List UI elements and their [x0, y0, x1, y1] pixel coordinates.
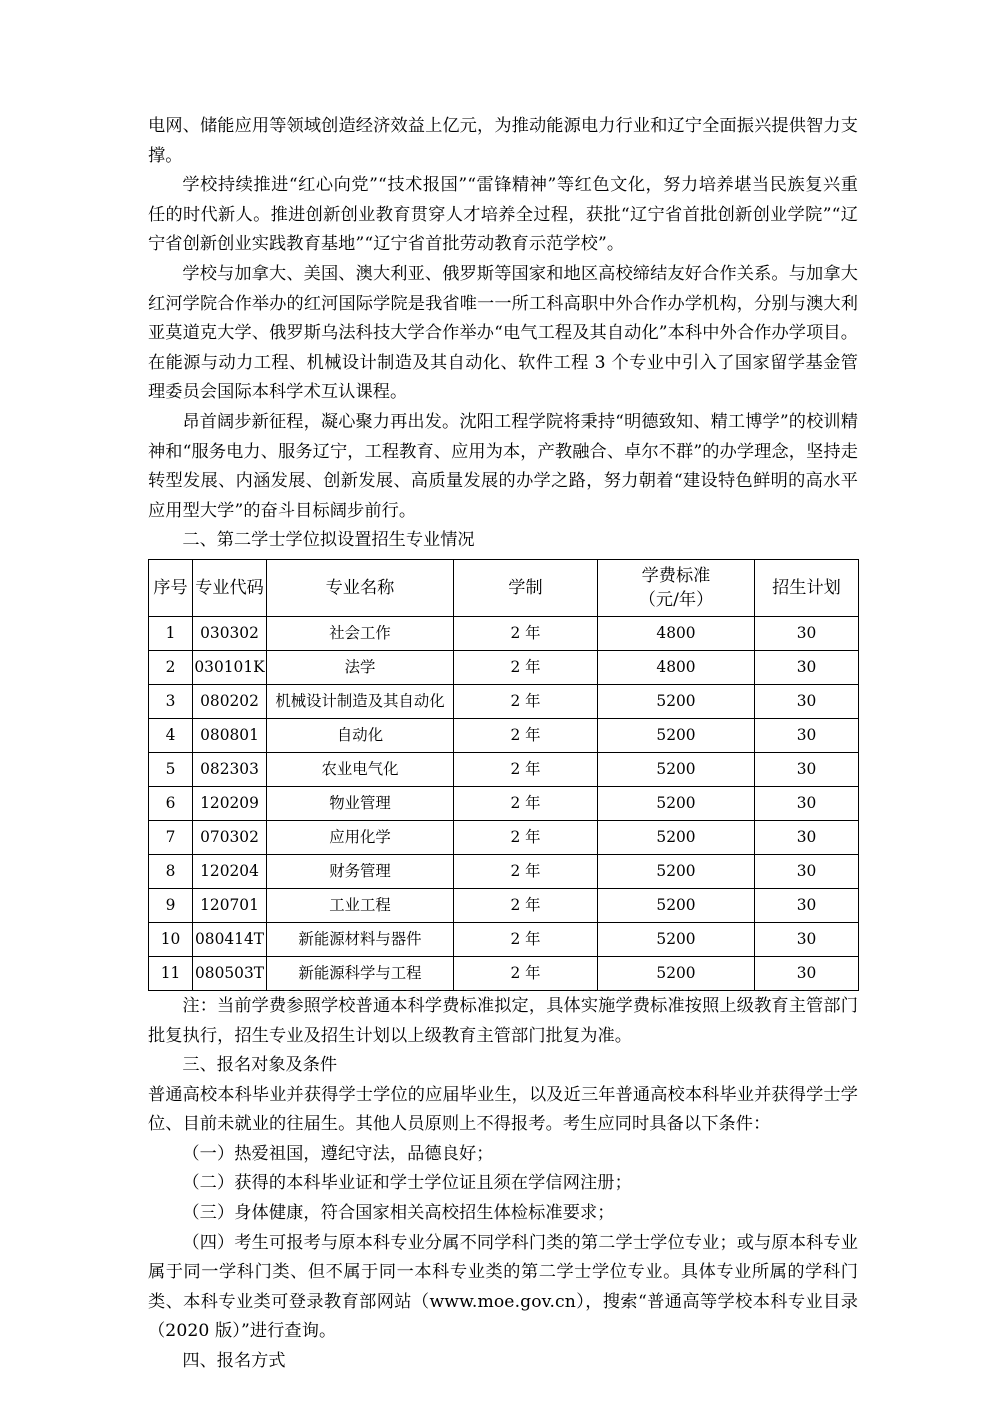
cell-name: 工业工程 [267, 888, 454, 922]
cell-code: 080503T [193, 956, 267, 990]
cell-no: 8 [149, 854, 193, 888]
cell-no: 1 [149, 616, 193, 650]
major-table-wrapper [148, 559, 858, 991]
cell-no: 2 [149, 650, 193, 684]
table-body [149, 616, 859, 990]
cell-fee: 4800 [598, 616, 755, 650]
cell-name: 农业电气化 [267, 752, 454, 786]
table-row [149, 718, 859, 752]
cell-length: 2 年 [454, 786, 598, 820]
table-header-plan: 招生计划 [755, 559, 859, 616]
cell-name: 新能源材料与器件 [267, 922, 454, 956]
requirement-item-three: （三）身体健康，符合国家相关高校招生体检标准要求； [182, 1203, 615, 1224]
cell-code: 080801 [193, 718, 267, 752]
cell-plan: 30 [755, 854, 859, 888]
cell-code: 030302 [193, 616, 267, 650]
table-row [149, 922, 859, 956]
cell-no: 7 [149, 820, 193, 854]
table-header-code: 专业代码 [193, 559, 267, 616]
paragraph-international-cooperation: 学校与加拿大、美国、澳大利亚、俄罗斯等国家和地区高校缔结友好合作关系。与加拿大红河学院合作举办的红河国际学院是我省唯一一所工科高职中外合作办学机构，分别与澳大利亚莫道克大学、俄罗斯乌法科技大学合作举办“电气工程及其自动化”本科中外合作办学项目。在能源与动力工程、机械设计制造及其自动化、软件工程 3 个专业中引入了国家留学基金管理委员会国际本科学术互认课程。 [148, 263, 858, 403]
cell-code: 082303 [193, 752, 267, 786]
cell-code: 080414T [193, 922, 267, 956]
table-row [149, 752, 859, 786]
table-row [149, 854, 859, 888]
requirement-item-four: （四）考生可报考与原本科专业分属不同学科门类的第二学士学位专业；或与原本科专业属于同一学科门类、但不属于同一本科专业类的第二学士学位专业。具体专业所属的学科门类、本科专业类可登录教育部网站（www.moe.gov.cn），搜索“普通高等学校本科专业目录（2020 版）”进行查询。 [148, 1232, 858, 1342]
table-header-row [149, 559, 859, 616]
table-header-name: 专业名称 [267, 559, 454, 616]
cell-fee: 5200 [598, 854, 755, 888]
paragraph-tuition-note: 注：当前学费参照学校普通本科学费标准拟定，具体实施学费标准按照上级教育主管部门批复执行，招生专业及招生计划以上级教育主管部门批复为准。 [148, 995, 858, 1046]
cell-fee: 5200 [598, 752, 755, 786]
cell-fee: 5200 [598, 820, 755, 854]
table-row [149, 616, 859, 650]
table-row [149, 820, 859, 854]
paragraph-grid-storage: 电网、储能应用等领域创造经济效益上亿元，为推动能源电力行业和辽宁全面振兴提供智力支撑。 [148, 116, 858, 166]
paragraph-eligibility-intro: 普通高校本科毕业并获得学士学位的应届毕业生，以及近三年普通高校本科毕业并获得学士学位、目前未就业的往届生。其他人员原则上不得报考。考生应同时具备以下条件： [148, 1084, 858, 1135]
cell-name: 新能源科学与工程 [267, 956, 454, 990]
cell-name: 社会工作 [267, 616, 454, 650]
cell-name: 自动化 [267, 718, 454, 752]
cell-length: 2 年 [454, 922, 598, 956]
cell-plan: 30 [755, 820, 859, 854]
cell-code: 080202 [193, 684, 267, 718]
cell-fee: 5200 [598, 956, 755, 990]
cell-length: 2 年 [454, 650, 598, 684]
cell-plan: 30 [755, 718, 859, 752]
cell-code: 120209 [193, 786, 267, 820]
cell-plan: 30 [755, 684, 859, 718]
table-header-fee-line2: （元/年） [638, 589, 714, 610]
table-row [149, 956, 859, 990]
table-row [149, 786, 859, 820]
cell-plan: 30 [755, 616, 859, 650]
table-row [149, 888, 859, 922]
cell-fee: 5200 [598, 684, 755, 718]
cell-no: 11 [149, 956, 193, 990]
cell-length: 2 年 [454, 888, 598, 922]
section-heading-two: 二、第二学士学位拟设置招生专业情况 [182, 530, 475, 551]
cell-length: 2 年 [454, 684, 598, 718]
cell-length: 2 年 [454, 820, 598, 854]
table-header-length: 学制 [454, 559, 598, 616]
cell-no: 6 [149, 786, 193, 820]
section-heading-four: 四、报名方式 [182, 1351, 286, 1372]
table-header-fee-line1: 学费标准 [641, 565, 711, 586]
cell-length: 2 年 [454, 956, 598, 990]
cell-no: 5 [149, 752, 193, 786]
table-row [149, 650, 859, 684]
page-content [148, 112, 858, 1377]
paragraph-red-culture: 学校持续推进“红心向党”“技术报国”“雷锋精神”等红色文化，努力培养堪当民族复兴重任的时代新人。推进创新创业教育贯穿人才培养全过程，获批“辽宁省首批创新创业学院”“辽宁省创新创业实践教育基地”“辽宁省首批劳动教育示范学校”。 [148, 175, 858, 255]
cell-plan: 30 [755, 956, 859, 990]
cell-name: 应用化学 [267, 820, 454, 854]
cell-plan: 30 [755, 650, 859, 684]
cell-name: 物业管理 [267, 786, 454, 820]
cell-length: 2 年 [454, 616, 598, 650]
cell-plan: 30 [755, 922, 859, 956]
cell-plan: 30 [755, 786, 859, 820]
cell-fee: 5200 [598, 888, 755, 922]
cell-code: 030101K [193, 650, 267, 684]
cell-no: 3 [149, 684, 193, 718]
table-header-no: 序号 [149, 559, 193, 616]
cell-fee: 5200 [598, 718, 755, 752]
cell-code: 070302 [193, 820, 267, 854]
table-row [149, 684, 859, 718]
cell-name: 机械设计制造及其自动化 [267, 684, 454, 718]
cell-fee: 4800 [598, 650, 755, 684]
cell-name: 财务管理 [267, 854, 454, 888]
cell-code: 120701 [193, 888, 267, 922]
cell-fee: 5200 [598, 786, 755, 820]
table-header-fee [598, 559, 755, 616]
cell-fee: 5200 [598, 922, 755, 956]
section-heading-three: 三、报名对象及条件 [182, 1055, 338, 1076]
cell-no: 4 [149, 718, 193, 752]
cell-name: 法学 [267, 650, 454, 684]
cell-length: 2 年 [454, 854, 598, 888]
cell-length: 2 年 [454, 718, 598, 752]
cell-plan: 30 [755, 752, 859, 786]
paragraph-school-motto: 昂首阔步新征程，凝心聚力再出发。沈阳工程学院将秉持“明德致知、精工博学”的校训精神和“服务电力、服务辽宁，工程教育、应用为本，产教融合、卓尔不群”的办学理念，坚持走转型发展、内涵发展、创新发展、高质量发展的办学之路，努力朝着“建设特色鲜明的高水平应用型大学”的奋斗目标阔步前行。 [148, 411, 858, 521]
admission-major-table [148, 559, 859, 991]
cell-code: 120204 [193, 854, 267, 888]
cell-no: 9 [149, 888, 193, 922]
requirement-item-one: （一）热爱祖国，遵纪守法，品德良好； [182, 1143, 494, 1164]
cell-length: 2 年 [454, 752, 598, 786]
requirement-item-two: （二）获得的本科毕业证和学士学位证且须在学信网注册； [182, 1173, 632, 1194]
cell-plan: 30 [755, 888, 859, 922]
cell-no: 10 [149, 922, 193, 956]
